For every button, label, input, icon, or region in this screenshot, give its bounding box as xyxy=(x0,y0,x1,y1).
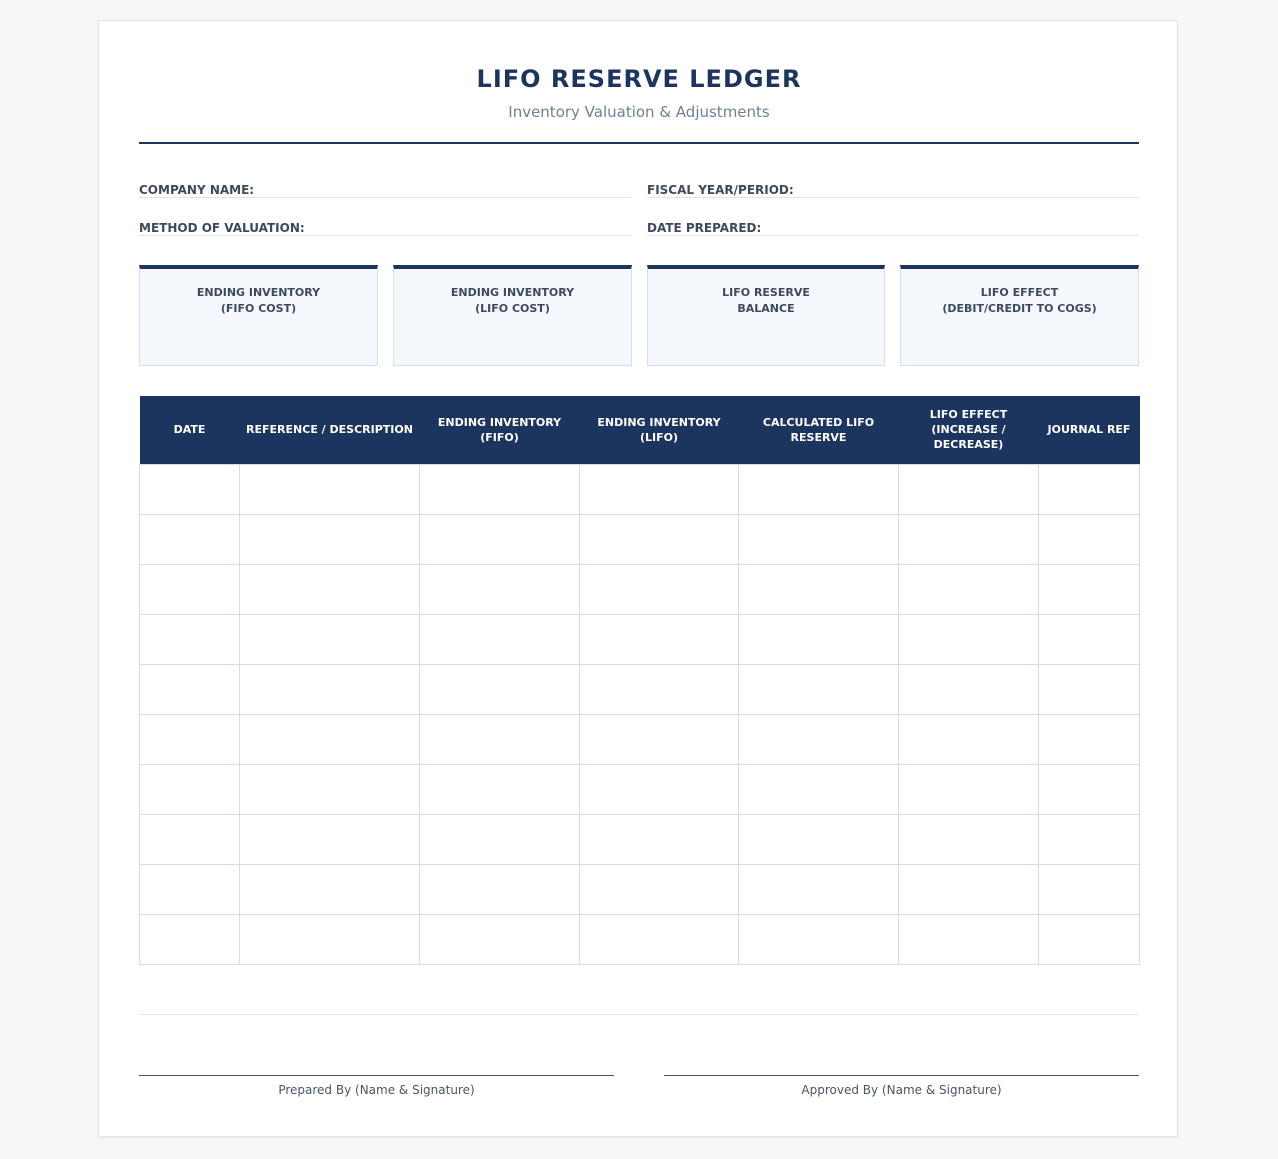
table-row xyxy=(140,664,1140,714)
table-row xyxy=(140,564,1140,614)
table-cell[interactable] xyxy=(580,764,739,814)
column-header-journal-ref: JOURNAL REF xyxy=(1039,396,1140,464)
table-cell[interactable] xyxy=(420,514,580,564)
table-cell[interactable] xyxy=(140,864,240,914)
table-cell[interactable] xyxy=(739,514,899,564)
column-header-lifo: ENDING INVENTORY (LIFO) xyxy=(580,396,739,464)
table-cell[interactable] xyxy=(140,564,240,614)
ledger-body xyxy=(140,464,1140,964)
table-cell[interactable] xyxy=(1039,914,1140,964)
table-cell[interactable] xyxy=(899,614,1039,664)
company-name-label: COMPANY NAME: xyxy=(139,183,255,197)
column-header-date: DATE xyxy=(140,396,240,464)
table-cell[interactable] xyxy=(899,914,1039,964)
table-cell[interactable] xyxy=(140,614,240,664)
card-label-line2: (DEBIT/CREDIT TO COGS) xyxy=(942,302,1097,315)
table-cell[interactable] xyxy=(580,664,739,714)
table-row xyxy=(140,814,1140,864)
prepared-by-signature-line[interactable] xyxy=(139,1075,614,1097)
table-cell[interactable] xyxy=(240,564,420,614)
table-cell[interactable] xyxy=(580,814,739,864)
summary-card-lifo-effect[interactable] xyxy=(900,265,1139,366)
column-header-reserve: CALCULATED LIFO RESERVE xyxy=(739,396,899,464)
table-cell[interactable] xyxy=(140,664,240,714)
column-header-effect: LIFO EFFECT (INCREASE / DECREASE) xyxy=(899,396,1039,464)
table-cell[interactable] xyxy=(739,614,899,664)
table-cell[interactable] xyxy=(739,914,899,964)
table-cell[interactable] xyxy=(739,764,899,814)
approved-by-label: Approved By (Name & Signature) xyxy=(801,1083,1002,1097)
card-label-line2: (FIFO COST) xyxy=(220,302,297,315)
table-cell[interactable] xyxy=(1039,614,1140,664)
table-cell[interactable] xyxy=(420,664,580,714)
card-label-line1: ENDING INVENTORY xyxy=(196,286,321,299)
table-cell[interactable] xyxy=(580,914,739,964)
table-cell[interactable] xyxy=(140,714,240,764)
footer-divider xyxy=(139,1014,1139,1015)
company-name-field[interactable] xyxy=(139,171,632,198)
table-cell[interactable] xyxy=(899,864,1039,914)
column-header-fifo: ENDING INVENTORY (FIFO) xyxy=(420,396,580,464)
table-cell[interactable] xyxy=(420,914,580,964)
ledger-table xyxy=(139,396,1140,965)
table-cell[interactable] xyxy=(739,864,899,914)
table-row xyxy=(140,914,1140,964)
table-row xyxy=(140,464,1140,514)
date-prepared-field[interactable] xyxy=(647,209,1139,236)
table-cell[interactable] xyxy=(1039,764,1140,814)
table-cell[interactable] xyxy=(240,864,420,914)
table-cell[interactable] xyxy=(240,814,420,864)
table-cell[interactable] xyxy=(420,714,580,764)
document-subtitle: Inventory Valuation & Adjustments xyxy=(508,103,770,121)
table-cell[interactable] xyxy=(420,564,580,614)
document-title: LIFO RESERVE LEDGER xyxy=(476,65,802,93)
table-cell[interactable] xyxy=(739,814,899,864)
card-label-line1: ENDING INVENTORY xyxy=(450,286,575,299)
table-cell[interactable] xyxy=(240,614,420,664)
table-cell[interactable] xyxy=(899,664,1039,714)
table-cell[interactable] xyxy=(1039,864,1140,914)
table-cell[interactable] xyxy=(420,464,580,514)
table-cell[interactable] xyxy=(1039,564,1140,614)
table-cell[interactable] xyxy=(580,714,739,764)
table-cell[interactable] xyxy=(580,864,739,914)
ledger-sheet xyxy=(98,20,1178,1137)
card-label-line2: (LIFO COST) xyxy=(475,302,550,315)
table-row xyxy=(140,514,1140,564)
table-header-row xyxy=(140,396,1140,464)
table-row xyxy=(140,864,1140,914)
table-row xyxy=(140,714,1140,764)
table-cell[interactable] xyxy=(899,764,1039,814)
table-cell[interactable] xyxy=(240,664,420,714)
table-cell[interactable] xyxy=(739,464,899,514)
table-cell[interactable] xyxy=(739,564,899,614)
table-cell[interactable] xyxy=(739,714,899,764)
approved-by-signature-line[interactable] xyxy=(664,1075,1139,1097)
table-cell[interactable] xyxy=(140,914,240,964)
card-label-line1: LIFO EFFECT xyxy=(980,286,1059,299)
table-cell[interactable] xyxy=(899,514,1039,564)
table-cell[interactable] xyxy=(899,814,1039,864)
table-row xyxy=(140,764,1140,814)
date-prepared-label: DATE PREPARED: xyxy=(647,221,762,235)
table-cell[interactable] xyxy=(1039,664,1140,714)
table-cell[interactable] xyxy=(899,714,1039,764)
table-cell[interactable] xyxy=(580,614,739,664)
table-cell[interactable] xyxy=(420,864,580,914)
table-cell[interactable] xyxy=(240,914,420,964)
fiscal-year-field[interactable] xyxy=(647,171,1139,198)
table-cell[interactable] xyxy=(580,564,739,614)
table-cell[interactable] xyxy=(580,514,739,564)
table-cell[interactable] xyxy=(140,814,240,864)
method-of-valuation-label: METHOD OF VALUATION: xyxy=(139,221,305,235)
table-cell[interactable] xyxy=(739,664,899,714)
table-cell[interactable] xyxy=(420,614,580,664)
table-cell[interactable] xyxy=(1039,714,1140,764)
column-header-reference: REFERENCE / DESCRIPTION xyxy=(240,396,420,464)
card-label-line1: LIFO RESERVE xyxy=(722,286,810,299)
header-divider xyxy=(139,142,1139,144)
table-cell[interactable] xyxy=(140,514,240,564)
prepared-by-label: Prepared By (Name & Signature) xyxy=(278,1083,475,1097)
table-cell[interactable] xyxy=(1039,814,1140,864)
fiscal-year-label: FISCAL YEAR/PERIOD: xyxy=(647,183,794,197)
table-cell[interactable] xyxy=(1039,514,1140,564)
table-cell[interactable] xyxy=(580,464,739,514)
summary-card-lifo-reserve[interactable] xyxy=(647,265,885,366)
table-cell[interactable] xyxy=(140,464,240,514)
card-label-line2: BALANCE xyxy=(737,302,795,315)
table-cell[interactable] xyxy=(240,764,420,814)
table-cell[interactable] xyxy=(240,464,420,514)
table-cell[interactable] xyxy=(420,814,580,864)
table-cell[interactable] xyxy=(140,764,240,814)
method-of-valuation-field[interactable] xyxy=(139,209,632,236)
table-cell[interactable] xyxy=(420,764,580,814)
table-cell[interactable] xyxy=(240,714,420,764)
table-cell[interactable] xyxy=(240,514,420,564)
summary-card-lifo-cost[interactable] xyxy=(393,265,632,366)
table-row xyxy=(140,614,1140,664)
table-cell[interactable] xyxy=(899,564,1039,614)
summary-card-fifo-cost[interactable] xyxy=(139,265,378,366)
table-cell[interactable] xyxy=(1039,464,1140,514)
table-cell[interactable] xyxy=(899,464,1039,514)
